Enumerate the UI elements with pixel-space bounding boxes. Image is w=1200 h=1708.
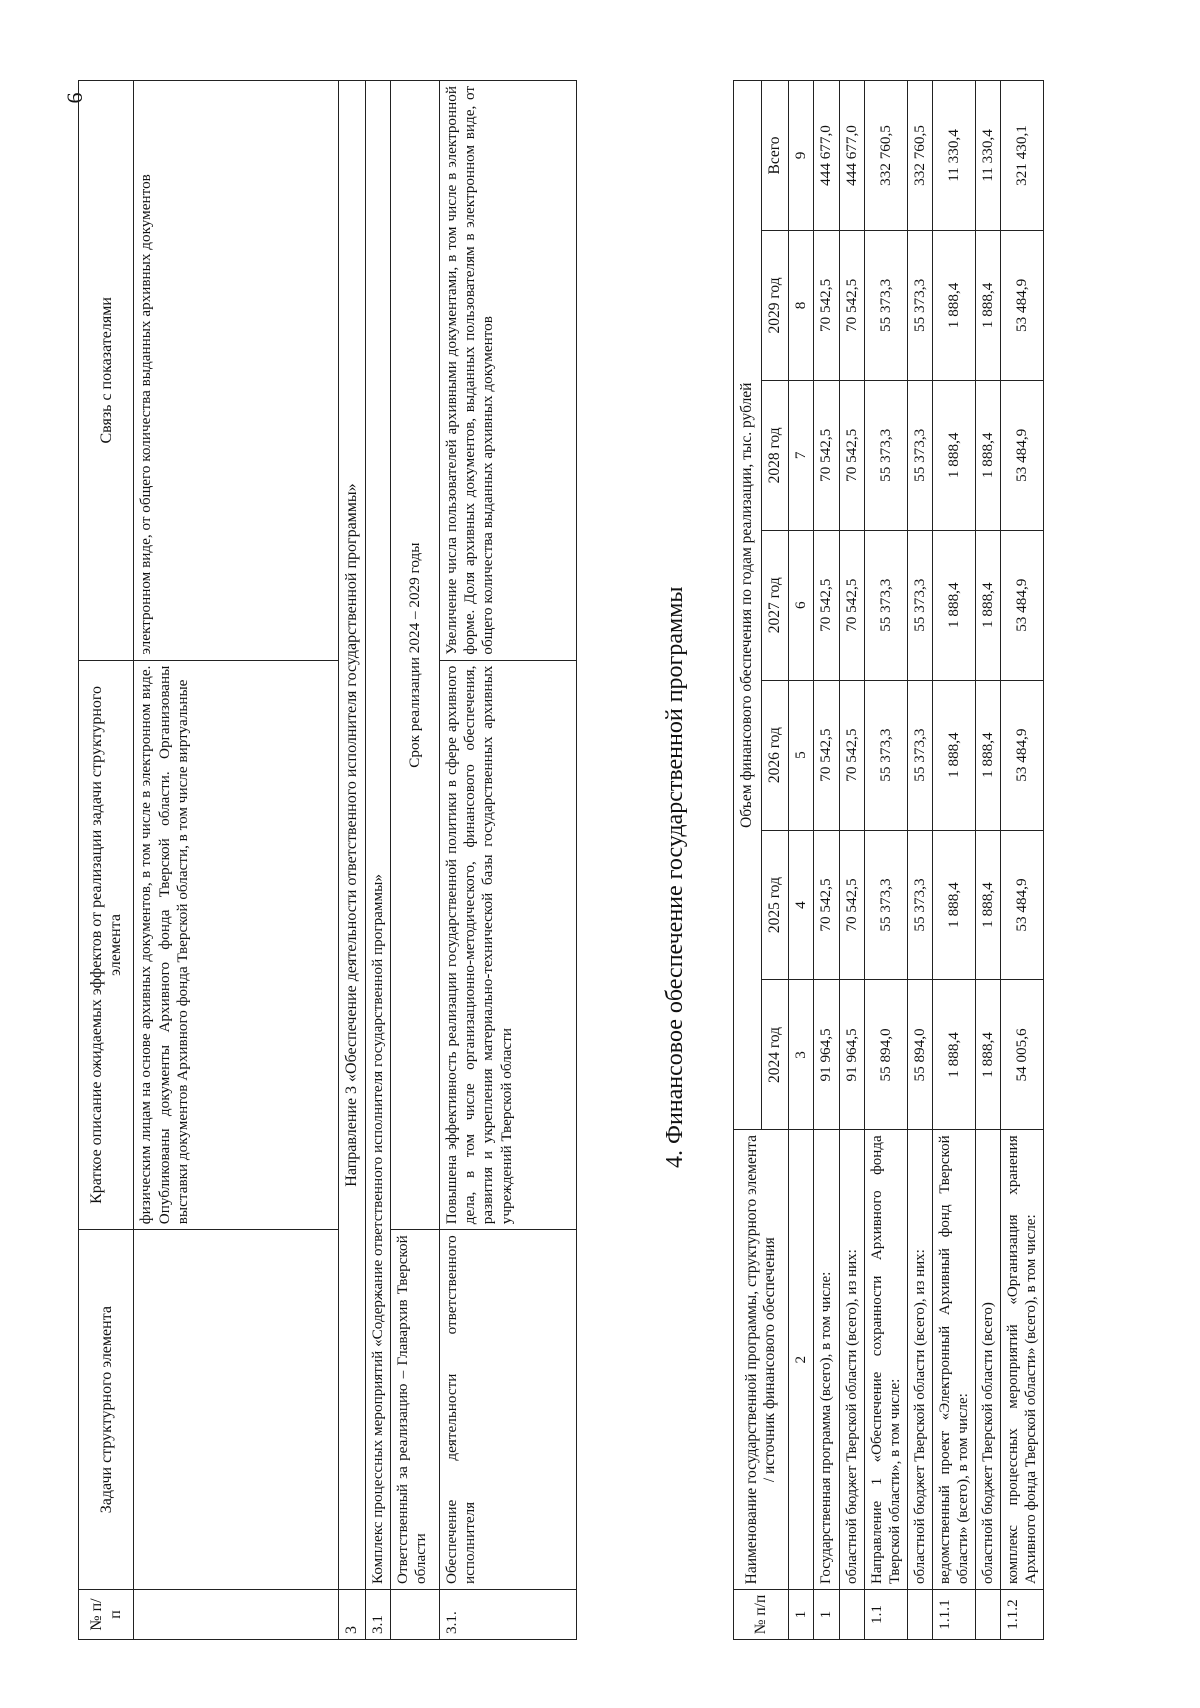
cell-value: 1 888,4 [976,380,1001,530]
cell-value: 53 484,9 [1001,530,1044,680]
tasks-table [78,80,577,1640]
cell-no [134,1590,339,1640]
finance-header-row [734,81,762,1640]
cell-value: 1 888,4 [933,980,976,1130]
cell-value: 55 373,3 [864,530,907,680]
header-year: Всего [761,81,789,231]
table-row [814,81,839,1640]
table-row [839,81,864,1640]
cell-value: 91 964,5 [814,980,839,1130]
cell-value: 70 542,5 [814,680,839,830]
cell-value: 54 005,6 [1001,980,1044,1130]
cell-no: 1.1.1 [933,1590,976,1640]
complex-row [365,81,390,1640]
header-year: 2024 год [761,980,789,1130]
cell-link: электронном виде, от общего количества выданных архивных документов [134,81,339,661]
section-title: 4. Финансовое обеспечение государственной программы [662,586,688,1168]
cell-task: Обеспечение деятельности ответственного исполнителя [439,1230,576,1590]
direction-row [339,81,365,1640]
cell-value: 70 542,5 [839,530,864,680]
cell-effects: Повышена эффективность реализации государственной политики в сфере архивного дела, в том числе организационно-методического, финансового обеспечения, развития и укрепления материально-технической базы государственных архивных учреждений Тверской области [439,660,576,1230]
cell-value: 70 542,5 [839,830,864,980]
header-year: 2028 год [761,380,789,530]
cell-value: 55 894,0 [864,980,907,1130]
cell-value: 70 542,5 [839,230,864,380]
cell-value: 53 484,9 [1001,380,1044,530]
table-row [976,81,1001,1640]
cell-value: 1 888,4 [933,680,976,830]
cell-no: 3.1. [439,1590,576,1640]
cell-value: 444 677,0 [814,81,839,231]
cell-value: 444 677,0 [839,81,864,231]
cell-value: 55 373,3 [864,380,907,530]
cell-value: 53 484,9 [1001,230,1044,380]
cell-value: 53 484,9 [1001,830,1044,980]
header-name: Наименование государственной программы, структурного элемента / источник финансового обеспечения [734,1130,789,1590]
cell-no: 3 [339,1590,365,1640]
column-number: 3 [789,980,814,1130]
term-text: Срок реализации 2024 – 2029 годы [390,81,439,1230]
header-year: 2026 год [761,680,789,830]
cell-value: 1 888,4 [976,230,1001,380]
cell-value: 332 760,5 [864,81,907,231]
cell-task [134,1230,339,1590]
table-row [907,81,932,1640]
cell-value: 70 542,5 [839,380,864,530]
tasks-header-row [79,81,134,1640]
cell-name: областной бюджет Тверской области (всего), из них: [839,1130,864,1590]
table-row [439,81,576,1640]
cell-no: 3.1 [365,1590,390,1640]
header-task: Задачи структурного элемента [79,1230,134,1590]
cell-no [390,1590,439,1640]
cell-value: 1 888,4 [976,980,1001,1130]
cell-value: 1 888,4 [976,830,1001,980]
cell-value: 70 542,5 [839,680,864,830]
cell-value: 70 542,5 [814,830,839,980]
finance-table [733,80,1044,1640]
cell-value: 55 373,3 [864,230,907,380]
table-row [134,81,339,1640]
cell-effects: физическим лицам на основе архивных документов, в том числе в электронном виде. Опубликованы документы Архивного фонда Тверской области. Организованы выставки документов Архивного фонда Тверской области, в том числе виртуальные [134,660,339,1230]
cell-no: 1 [814,1590,839,1640]
column-number: 9 [789,81,814,231]
cell-no [976,1590,1001,1640]
header-year: 2027 год [761,530,789,680]
cell-value: 55 373,3 [907,680,932,830]
header-volume: Объем финансового обеспечения по годам реализации, тыс. рублей [734,81,762,1130]
cell-link: Увеличение числа пользователей архивными документами, в том числе в электронной форме. Доля архивных документов, выданных пользователям в электронном виде, от общего количества выданных архивных документов [439,81,576,661]
column-number: 6 [789,530,814,680]
cell-value: 55 373,3 [864,680,907,830]
column-number: 4 [789,830,814,980]
cell-value: 11 330,4 [933,81,976,231]
cell-no: 1.1.2 [1001,1590,1044,1640]
cell-value: 91 964,5 [839,980,864,1130]
cell-value: 1 888,4 [976,530,1001,680]
cell-value: 321 430,1 [1001,81,1044,231]
cell-value: 1 888,4 [976,680,1001,830]
complex-title: Комплекс процессных мероприятий «Содержание ответственного исполнителя государственной программы» [365,81,390,1590]
cell-value: 55 894,0 [907,980,932,1130]
cell-no: 1.1 [864,1590,907,1640]
responsible-text: Ответственный за реализацию – Главархив Тверской области [390,1230,439,1590]
table-row [1001,81,1044,1640]
column-number: 7 [789,380,814,530]
cell-value: 11 330,4 [976,81,1001,231]
cell-value: 70 542,5 [814,530,839,680]
cell-value: 1 888,4 [933,830,976,980]
finance-colnum-row [789,81,814,1640]
cell-name: Направление 1 «Обеспечение сохранности Архивного фонда Тверской области», в том числе: [864,1130,907,1590]
cell-value: 70 542,5 [814,380,839,530]
cell-value: 55 373,3 [907,830,932,980]
cell-value: 70 542,5 [814,230,839,380]
header-effects: Краткое описание ожидаемых эффектов от реализации задачи структурного элемента [79,660,134,1230]
cell-value: 55 373,3 [907,530,932,680]
header-link: Связь с показателями [79,81,134,661]
direction-title: Направление 3 «Обеспечение деятельности ответственного исполнителя государственной программы» [339,81,365,1590]
column-number: 2 [789,1130,814,1590]
header-no: № п/п [79,1590,134,1640]
page-number: 6 [62,92,87,104]
cell-name: ведомственный проект «Электронный Архивный фонд Тверской области» (всего), в том числе: [933,1130,976,1590]
column-number: 8 [789,230,814,380]
cell-value: 53 484,9 [1001,680,1044,830]
cell-no [907,1590,932,1640]
cell-value: 1 888,4 [933,530,976,680]
responsible-row [390,81,439,1640]
cell-name: комплекс процессных мероприятий «Организация хранения Архивного фонда Тверской области» (всего), в том числе: [1001,1130,1044,1590]
cell-name: Государственная программа (всего), в том числе: [814,1130,839,1590]
column-number: 1 [789,1590,814,1640]
cell-value: 55 373,3 [907,230,932,380]
cell-value: 55 373,3 [907,380,932,530]
header-year: 2025 год [761,830,789,980]
cell-no [839,1590,864,1640]
column-number: 5 [789,680,814,830]
cell-value: 332 760,5 [907,81,932,231]
table-row [864,81,907,1640]
cell-name: областной бюджет Тверской области (всего) [976,1130,1001,1590]
header-year: 2029 год [761,230,789,380]
cell-name: областной бюджет Тверской области (всего), из них: [907,1130,932,1590]
cell-value: 1 888,4 [933,380,976,530]
header-no: № п/п [734,1590,789,1640]
cell-value: 55 373,3 [864,830,907,980]
table-row [933,81,976,1640]
cell-value: 1 888,4 [933,230,976,380]
